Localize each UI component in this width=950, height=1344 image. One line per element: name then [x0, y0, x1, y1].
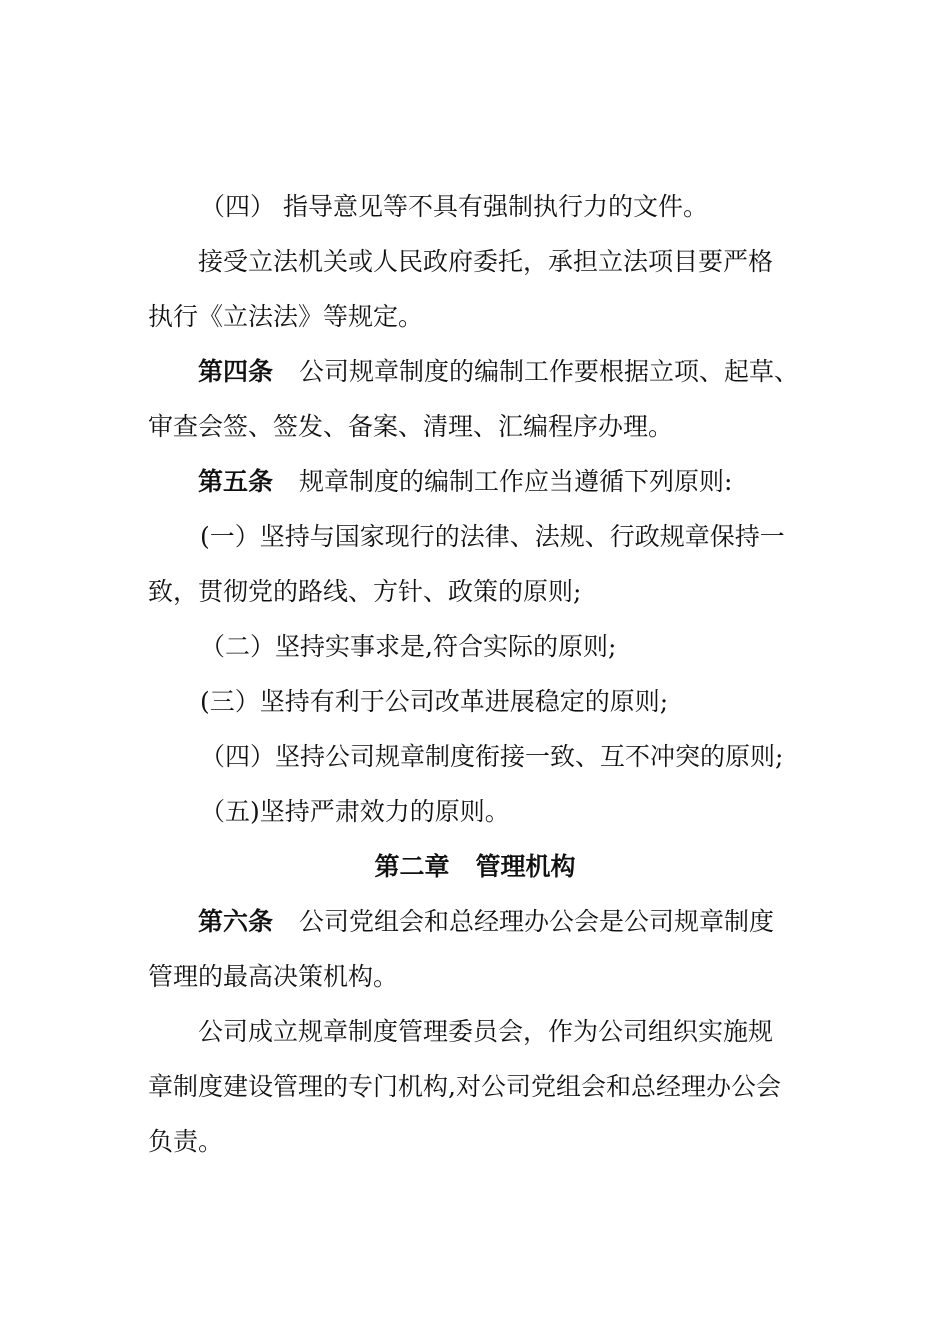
- principle-five: [200, 792, 950, 832]
- clause-four-item: [200, 187, 950, 227]
- paragraph-text: 章制度建设管理的专门机构,对公司党组会和总经理办公会: [148, 1072, 781, 1101]
- principle-two: [200, 627, 950, 667]
- paragraph-committee-cont: [148, 1067, 950, 1107]
- paragraph-text: （五)坚持严肃效力的原则。: [200, 797, 510, 826]
- paragraph-text: 接受立法机关或人民政府委托，承担立法项目要严格: [198, 247, 774, 276]
- paragraph-legislation: [198, 242, 950, 282]
- paragraph-text: （四） 指导意见等不具有强制执行力的文件。: [200, 192, 708, 221]
- chapter-title: 管理机构: [475, 852, 576, 881]
- paragraph-committee: [198, 1012, 950, 1052]
- article-number: 第六条: [198, 907, 274, 936]
- paragraph-text: 管理的最高决策机构。: [148, 962, 399, 991]
- chapter-number: 第二章: [374, 852, 450, 881]
- article-five: [198, 462, 950, 502]
- article-four: [198, 352, 950, 392]
- article-number: 第五条: [198, 467, 274, 496]
- principle-four: [200, 737, 950, 777]
- principle-one-cont: [148, 572, 950, 612]
- paragraph-text: 致，贯彻党的路线、方针、政策的原则;: [148, 577, 582, 606]
- paragraph-text: 负责。: [148, 1127, 224, 1156]
- principle-one: [200, 517, 950, 557]
- paragraph-text: 规章制度的编制工作应当遵循下列原则:: [299, 467, 733, 496]
- article-number: 第四条: [198, 357, 274, 386]
- article-six: [198, 902, 950, 942]
- paragraph-legislation-cont: [148, 297, 950, 337]
- article-four-cont: [148, 407, 950, 447]
- paragraph-text: 审查会签、签发、备案、清理、汇编程序办理。: [148, 412, 674, 441]
- paragraph-text: 公司成立规章制度管理委员会，作为公司组织实施规: [198, 1017, 774, 1046]
- paragraph-text: 执行《立法法》等规定。: [148, 302, 424, 331]
- principle-three: [200, 682, 950, 722]
- article-six-cont: [148, 957, 950, 997]
- paragraph-text: 公司党组会和总经理办公会是公司规章制度: [299, 907, 775, 936]
- chapter-heading: [0, 847, 950, 887]
- paragraph-committee-end: [148, 1122, 950, 1162]
- paragraph-text: 公司规章制度的编制工作要根据立项、起草、: [299, 357, 800, 386]
- paragraph-text: （二）坚持实事求是,符合实际的原则;: [200, 632, 617, 661]
- paragraph-text: （四）坚持公司规章制度衔接一致、互不冲突的原则;: [200, 742, 784, 771]
- paragraph-text: (一）坚持与国家现行的法律、法规、行政规章保持一: [200, 522, 785, 551]
- paragraph-text: (三）坚持有利于公司改革进展稳定的原则;: [200, 687, 669, 716]
